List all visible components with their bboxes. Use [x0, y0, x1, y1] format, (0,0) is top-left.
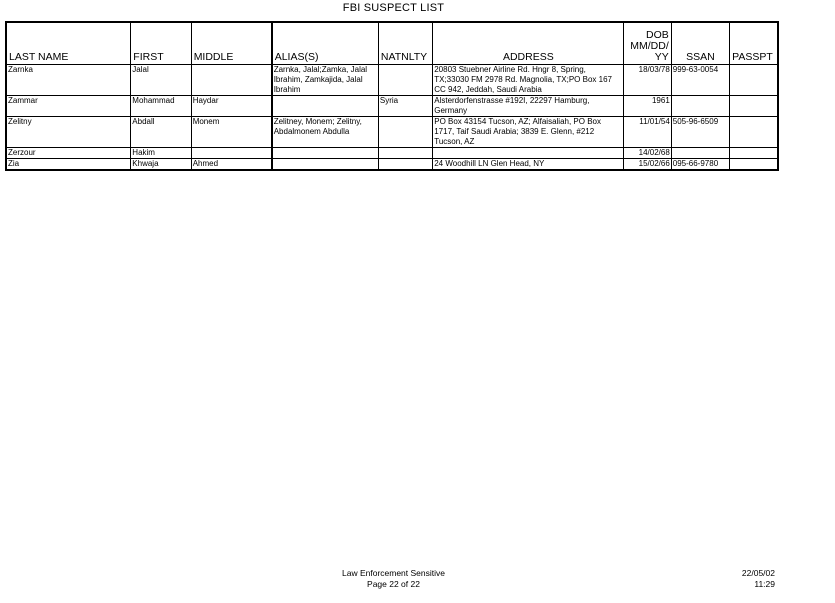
cell-passport: [730, 159, 778, 171]
cell-last-name: Zammar: [6, 96, 131, 117]
cell-ssan: 095-66-9780: [671, 159, 729, 171]
table-row: [6, 159, 778, 171]
cell-last-name: Zia: [6, 159, 131, 171]
table-row: [6, 117, 778, 148]
table-row: [6, 65, 778, 96]
cell-alias: Zelitney, Monem; Zelitny, Abdalmonem Abdulla: [272, 117, 379, 148]
cell-nationality: Syria: [378, 96, 432, 117]
page-footer: [0, 568, 787, 590]
classification-label: Law Enforcement Sensitive: [342, 568, 445, 578]
cell-middle: Ahmed: [191, 159, 272, 171]
cell-alias: [272, 148, 379, 159]
print-timestamp: [742, 568, 775, 590]
cell-ssan: [671, 96, 729, 117]
print-time: 11:29: [754, 579, 775, 589]
cell-ssan: [671, 148, 729, 159]
cell-passport: [730, 65, 778, 96]
cell-nationality: [378, 117, 432, 148]
cell-dob: 18/03/78: [624, 65, 671, 96]
cell-dob: 15/02/66: [624, 159, 671, 171]
cell-dob: 14/02/68: [624, 148, 671, 159]
cell-address: 20803 Stuebner Airline Rd. Hngr 8, Spring, TX;33030 FM 2978 Rd. Magnolia, TX;PO Box 167 CC 942, Jeddah, Saudi Arabia: [433, 65, 624, 96]
header-dob: DOB MM/DD/ YY: [624, 22, 671, 65]
cell-middle: Haydar: [191, 96, 272, 117]
cell-address: 24 Woodhill LN Glen Head, NY: [433, 159, 624, 171]
page-number: Page 22 of 22: [367, 579, 420, 589]
cell-last-name: Zerzour: [6, 148, 131, 159]
cell-last-name: Zarnka: [6, 65, 131, 96]
header-ssan: SSAN: [671, 22, 729, 65]
cell-address: PO Box 43154 Tucson, AZ; Alfaisaliah, PO Box 1717, Taif Saudi Arabia; 3839 E. Glenn, #212 Tucson, AZ: [433, 117, 624, 148]
print-date: 22/05/02: [741, 568, 775, 578]
table-row: [6, 148, 778, 159]
cell-first: Hakim: [131, 148, 191, 159]
cell-first: Khwaja: [131, 159, 191, 171]
cell-dob: 1961: [624, 96, 671, 117]
table-header-row: [6, 22, 778, 65]
cell-middle: [191, 148, 272, 159]
header-passport: PASSPT: [730, 22, 778, 65]
cell-passport: [730, 148, 778, 159]
cell-address: [433, 148, 624, 159]
cell-alias: [272, 159, 379, 171]
cell-alias: Zarnka, Jalal;Zamka, Jalal Ibrahim, Zamkajida, Jalal Ibrahim: [272, 65, 379, 96]
cell-first: Abdall: [131, 117, 191, 148]
header-alias: ALIAS(S): [272, 22, 379, 65]
cell-last-name: Zelitny: [6, 117, 131, 148]
cell-alias: [272, 96, 379, 117]
cell-passport: [730, 96, 778, 117]
header-middle: MIDDLE: [191, 22, 272, 65]
cell-nationality: [378, 159, 432, 171]
cell-middle: Monem: [191, 117, 272, 148]
header-last-name: LAST NAME: [6, 22, 131, 65]
cell-address: Alsterdorfenstrasse #192I, 22297 Hamburg, Germany: [433, 96, 624, 117]
cell-first: Jalal: [131, 65, 191, 96]
header-address: ADDRESS: [433, 22, 624, 65]
cell-nationality: [378, 65, 432, 96]
table-row: [6, 96, 778, 117]
cell-passport: [730, 117, 778, 148]
cell-ssan: 505-96-6509: [671, 117, 729, 148]
header-first: FIRST: [131, 22, 191, 65]
cell-dob: 11/01/54: [624, 117, 671, 148]
header-nationality: NATNLTY: [378, 22, 432, 65]
cell-ssan: 999-63-0054: [671, 65, 729, 96]
cell-first: Mohammad: [131, 96, 191, 117]
suspect-table: [5, 21, 779, 171]
cell-nationality: [378, 148, 432, 159]
cell-middle: [191, 65, 272, 96]
document-title: FBI SUSPECT LIST: [342, 2, 445, 14]
